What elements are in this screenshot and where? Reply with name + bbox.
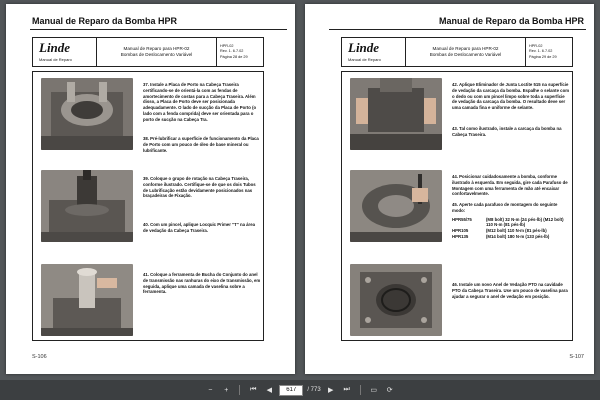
rotating-group-photo <box>41 170 133 242</box>
header-box <box>341 37 573 67</box>
spec-value: (M12 bolt) 110 N-m (81 pés-lb) <box>486 228 547 234</box>
step-photo <box>41 264 133 336</box>
step-text: 41. Coloque a ferramenta de Bucha do Conjunto do anel de transmissão nas ranhuras do eixo de transmissão, em seguida, aplique uma camada de vaselina sobre a ferramenta. <box>143 272 261 295</box>
step-text: 38. Pré-lubrificar a superfície de funcionamento da Placa de Porto com um pouco de óleo de base mineral ou lubrificante. <box>143 136 259 153</box>
pump-housing-photo <box>350 78 442 150</box>
logo-subtitle: Manual de Reparo <box>348 57 381 62</box>
step-photo <box>350 170 442 242</box>
spec-row <box>452 234 570 240</box>
torque-spec <box>452 202 570 240</box>
port-plate-photo <box>41 78 133 150</box>
spec-model: HPR55/75 <box>452 216 472 222</box>
title-rule <box>329 29 586 30</box>
page-title: Manual de Reparo da Bomba HPR <box>438 16 584 26</box>
pto-seal-photo <box>350 264 442 336</box>
page-number: S-107 <box>569 354 584 360</box>
shaft-bushing-photo <box>41 264 133 336</box>
doc-subtitle: Bombas de Deslocamento Variável <box>120 52 193 57</box>
first-page-icon[interactable]: ⏮ <box>250 386 257 393</box>
doc-subtitle: Bombas de Deslocamento Variável <box>429 52 502 57</box>
title-rule <box>30 29 287 30</box>
doc-rev: Rev. 1. 6.7.02 <box>529 49 553 54</box>
step-photo <box>41 170 133 242</box>
step-text: 39. Coloque o grupo de rotação na Cabeça Traseira, conforme ilustrado. Certifique-se de que os dois Tubos de Lubrificação estão devidamente posicionados nas braçadeiras de Fixação. <box>143 176 256 199</box>
prev-page-icon[interactable]: ◀ <box>266 387 272 394</box>
step-text: 42. Aplique Eliminador de Junta Loctite 515 na superfície de vedação da carcaça da bomba. Espalhe o selante com o dedo ou com um pincel limpo sobre toda a superfície de vedação da carcaça da bomba. O resultado deve ser uma camada fina e uniforme de selante. <box>452 82 570 111</box>
step-text: 44. Posicionar cuidadosamente a bomba, conforme ilustrado à esquerda. Em seguida, gire cada Parafuso de Montagem com uma ferramenta de mão até encaixar confortavelmente. <box>452 174 568 197</box>
spec-model: HPR135 <box>452 233 469 239</box>
zoom-out-icon[interactable]: − <box>208 386 213 394</box>
page-title: Manual de Reparo da Bomba HPR <box>32 16 178 26</box>
content-box <box>341 71 573 341</box>
page-number-input[interactable] <box>279 385 303 396</box>
spec-model: HPR105 <box>452 228 469 234</box>
toolbar-separator <box>239 385 240 395</box>
fit-page-icon[interactable]: ▭ <box>370 387 377 394</box>
doc-rev: Rev. 1. 6.7.02 <box>220 49 244 54</box>
torque-spec-intro: 45. Aperte cada parafuso de montagem do seguinte modo: <box>452 202 558 213</box>
spec-row <box>452 217 570 229</box>
next-page-icon[interactable]: ▶ <box>327 387 334 394</box>
doc-code: HPR-02 <box>220 44 234 49</box>
step-text: 37. Instale a Placa de Porto na Cabeça Traseira certificando-se de orientá-la com as fendas de amortecimento de costas para a Cabeça Traseira. Além disso, a Placa de Porto deve ser posicionada adequadamente. O lado de sucção da Placa de Porto (o lado com a fenda comprida) deve ser orientada para o porto de sucção na Cabeça Tra. <box>143 82 257 122</box>
spec-value: (M8 bolt) 32 N-m (24 pés-lb) (M12 bolt) 110 N-m (81 pés-lb) <box>486 216 564 228</box>
linde-logo: Linde <box>348 40 380 55</box>
doc-title: Manual de Reparo para HPR-02 <box>432 45 499 51</box>
toolbar-separator <box>360 385 361 395</box>
mounting-bolts-photo <box>350 170 442 242</box>
doc-title: Manual de Reparo para HPR-02 <box>123 45 190 51</box>
zoom-in-icon[interactable]: + <box>224 386 229 394</box>
step-text: 43. Tal como ilustrado, instale a carcaça da bomba na Cabeça Traseira. <box>452 126 562 137</box>
last-page-icon[interactable]: ⏭ <box>343 386 350 393</box>
linde-logo: Linde <box>39 40 71 55</box>
rotate-icon[interactable]: ⟳ <box>386 387 393 394</box>
doc-page-ref: Página 28 de 29 <box>220 54 248 59</box>
header-meta-cell <box>526 38 572 66</box>
header-meta-cell <box>217 38 263 66</box>
spec-value: (M14 bolt) 180 N-m (133 pés-lb) <box>486 233 550 239</box>
doc-code: HPR-02 <box>529 44 543 49</box>
step-photo <box>41 78 133 150</box>
header-title-cell <box>97 38 217 66</box>
doc-page-ref: Página 29 de 29 <box>529 54 557 59</box>
content-box <box>32 71 264 341</box>
step-photo <box>350 264 442 336</box>
viewer-toolbar <box>0 380 600 400</box>
right-page <box>305 4 594 374</box>
header-box <box>32 37 264 67</box>
page-number: S-106 <box>32 354 47 360</box>
logo-subtitle: Manual de Reparo <box>39 57 72 62</box>
logo-cell <box>342 38 406 66</box>
logo-cell <box>33 38 97 66</box>
step-text: 46. Instale um novo Anel de Vedação PTO na cavidade PTO da Cabeça Traseira. Use um pouco de vaselina para ajudar a segurar o anel de vedação em posição. <box>452 282 568 299</box>
header-title-cell <box>406 38 526 66</box>
step-photo <box>350 78 442 150</box>
step-text: 40. Com um pincel, aplique Locquic Primer "T" na área de vedação da Cabeça Traseira. <box>143 222 256 233</box>
total-pages: / 773 <box>307 387 321 393</box>
left-page <box>6 4 295 374</box>
